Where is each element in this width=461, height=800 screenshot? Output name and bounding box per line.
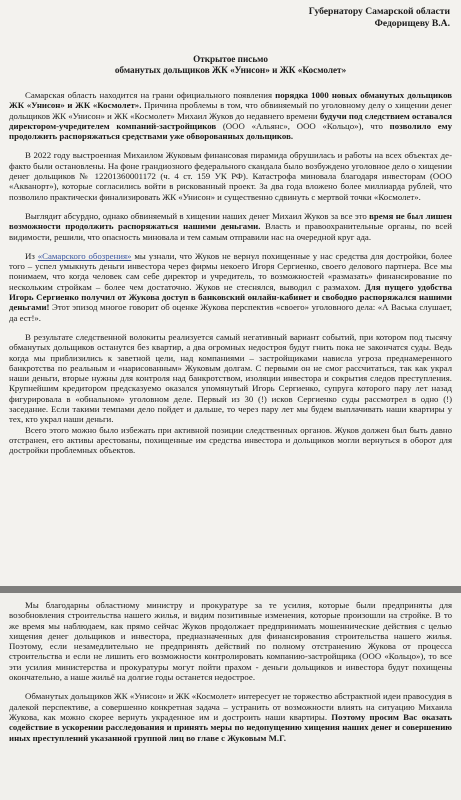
paragraph-8: Обманутых дольщиков ЖК «Унисон» и ЖК «Космолет» интересует не торжество абстрактной идеи правосудия в далекой перспективе, а совершенно конкретная задача – устранить от возможности влиять на ситуацию Михаила Жукова, как можно скорее вернуть украденное им и достроить наши квартиры. Поэтому просим Вас оказать содействие в ускорении расследования и принять меры по недопущению хищения наших денег и совершению иных преступлений указанной группой лиц во главе с Жуковым М.Г.	[9, 691, 452, 743]
samara-review-link[interactable]: «Самарского обозрения»	[37, 250, 132, 261]
paragraph-1: Самарская область находится на грани официального появления порядка 1000 новых обманутых дольщиков ЖК «Унисон» и ЖК «Космолет». Причина проблемы в том, что обвиняемый по уголовному делу о хищении денег дольщиков ЖК «Унисон» и ЖК «Космолет» Михаил Жуков до недавнего времени будучи под следствием оставался директором-учредителем компаний-застройщиков (ООО «Альянс», ООО «Кольцо»), что позволило ему продолжить распоряжаться средствами уже обворованных дольщиков.	[9, 90, 452, 142]
paragraph-3: Выглядит абсурдно, однако обвиняемый в хищении наших денег Михаил Жуков за все это время не был лишен возможности продолжить распоряжаться нашими деньгами. Власть и правоохранительные органы, по всей видимости, решили, что опасность миновала и тем самым отправили нас на очередной круг ада.	[9, 210, 453, 242]
letter-title-line-2: обманутых дольщиков ЖК «Унисон» и ЖК «Космолет»	[114, 65, 347, 75]
paragraph-4: Из «Самарского обозрения» мы узнали, что Жуков не вернул похищенные у нас средства для достройки, более того – успел умыкнуть деньги инвестора через фирмы некоего Игоря Сергиенко, своего делового партнера. Все мы понимаем, что когда человек сам себе директор и учредитель, то возможностей «размазать» финансирование по нескольким стройкам – более чем достаточно. Жуков не стеснялся, выводил с размахом. Для пущего удобства Игорь Сергиенко получил от Жукова доступ в банковский онлайн-кабинет и свободно распоряжался нашими деньгами! Этот эпизод многое говорит об оценке Жукова перспектив «своего» уголовного дела: «А Васька слушает, да ест!».	[9, 250, 452, 323]
letter-sheet-bottom	[0, 593, 461, 800]
paragraph-2: В 2022 году выстроенная Михаилом Жуковым финансовая пирамида обрушилась и работы на всех объектах де-факто были остановлены. На фоне грандиозного федерального скандала было возбуждено уголовное дело о хищении денег дольщиков № 12201360001172 (ч. 4 ст. 159 УК РФ). Катастрофа миновала благодаря инвесторам (ООО «Акванорт»), которые согласились войти в рискованный проект. За два года вложено более миллиарда рублей, что позволило практически финализировать ЖК «Унисон» и существенно сдвинуть с мертвой точки «Космолет».	[9, 150, 452, 202]
recipient-line-2: Федорищеву В.А.	[374, 18, 450, 29]
paragraph-5: В результате следственной волокиты реализуется самый негативный вариант событий, при котором под тысячу обманутых дольщиков останутся без квартир, а два огромных недостроя будут гнить пока не закончатся суды. Ведь когда мы приблизились к заветной цели, над компаниями – застройщиками нависла угроза преднамеренного банкротства по реальным и «нарисованным» Жуковым долгам. С первыми он не смог рассчитаться, так как украл наши деньги, вторые нужны для контроля над банкротством, изоляции инвестора и сокрытия следов преступления. Крупнейшим кредитором предсказуемо оказался упомянутый Игорь Сергиенко, супруга которого пару лет назад фигурировала в «обнальном» уголовном деле. Первый из 30 (!) исков Сергиенко суды рассмотрел в одно (!) заседание. Если такими темпами дело пойдет и дальше, то через пару лет мы будем выплачивать наши квартиры у тех, кто украл наши деньги.	[9, 331, 452, 425]
letter-title-line-1: Открытое письмо	[193, 54, 268, 64]
recipient-line-1: Губернатору Самарской области	[308, 6, 450, 17]
paragraph-7: Мы благодарны областному министру и прокуратуре за те усилия, которые были предприняты для возобновления строительства нашего жилья, и видим позитивные изменения, которые произошли на стройке. В то же время мы наблюдаем, как прямо сейчас Жуков продолжает предпринимать мошеннические действия с целью хищения денег дольщиков и инвестора, предназначенных для финансирования строительства нашего жилья. Поэтому, если незамедлительно не предпринять действий по полному отстранению Жукова от процесса строительства и если не лишить его возможности контролировать компанию-застройщика (ООО «Кольцо»), то все эти усилия министерства и прокуратуры могут пойти прахом - деньги дольщиков и инвестора будут похищены окончательно, а наше жильё на долгие годы останется недострое.	[9, 600, 452, 683]
paragraph-6: Всего этого можно было избежать при активной позиции следственных органов. Жуков должен был быть давно отстранен, его активы арестованы, похищенные им средства инвестора и дольщиков могли вернуться в оборот для достройки проблемных объектов.	[9, 424, 452, 456]
